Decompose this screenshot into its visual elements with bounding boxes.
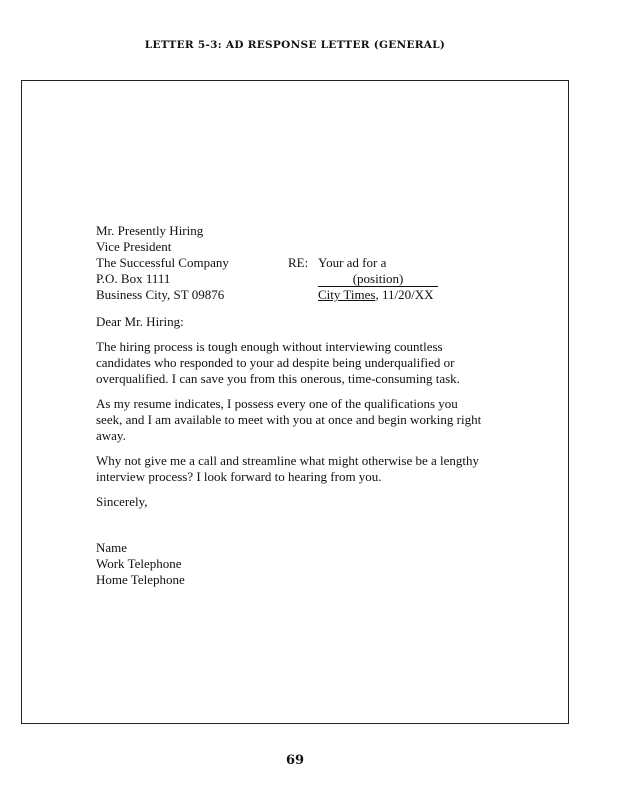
- re-position: (position): [318, 271, 438, 287]
- recipient-title: Vice President: [96, 239, 172, 254]
- re-line-1: [288, 255, 448, 271]
- signature-work-phone: Work Telephone: [96, 556, 182, 571]
- letter-body: [96, 223, 486, 588]
- re-line-2: [288, 271, 448, 287]
- address-block: [96, 223, 486, 303]
- closing: Sincerely,: [96, 494, 148, 509]
- re-ad-text: Your ad for a: [318, 255, 387, 270]
- recipient-name: Mr. Presently Hiring: [96, 223, 204, 238]
- body-paragraph-1: The hiring process is tough enough without interviewing countless candidates who responded to your ad despite being underqualified or overqualified. I can save you from this onerous, time-consuming task.: [96, 339, 460, 386]
- re-block: [288, 255, 448, 303]
- re-publication-line: [318, 287, 433, 303]
- re-line-3: [288, 287, 448, 303]
- signature-block: [96, 540, 486, 588]
- page-title: LETTER 5-3: AD RESPONSE LETTER (GENERAL): [144, 39, 446, 51]
- body-paragraph-3: Why not give me a call and streamline what might otherwise be a lengthy interview process? I look forward to hearing from you.: [96, 453, 480, 484]
- re-publication: City Times: [318, 287, 376, 302]
- signature-name: Name: [96, 540, 128, 555]
- signature-home-phone: Home Telephone: [96, 572, 185, 587]
- salutation: Dear Mr. Hiring:: [96, 314, 184, 329]
- recipient-po-box: P.O. Box 1111: [96, 271, 171, 286]
- re-label: RE:: [288, 255, 309, 270]
- recipient-company: The Successful Company: [96, 255, 229, 270]
- page-number: 69: [285, 753, 305, 768]
- recipient-city: Business City, ST 09876: [96, 287, 225, 302]
- body-paragraph-2: As my resume indicates, I possess every one of the qualifications you seek, and I am available to meet with you at once and begin working right away.: [96, 396, 482, 443]
- re-date: , 11/20/XX: [375, 287, 434, 302]
